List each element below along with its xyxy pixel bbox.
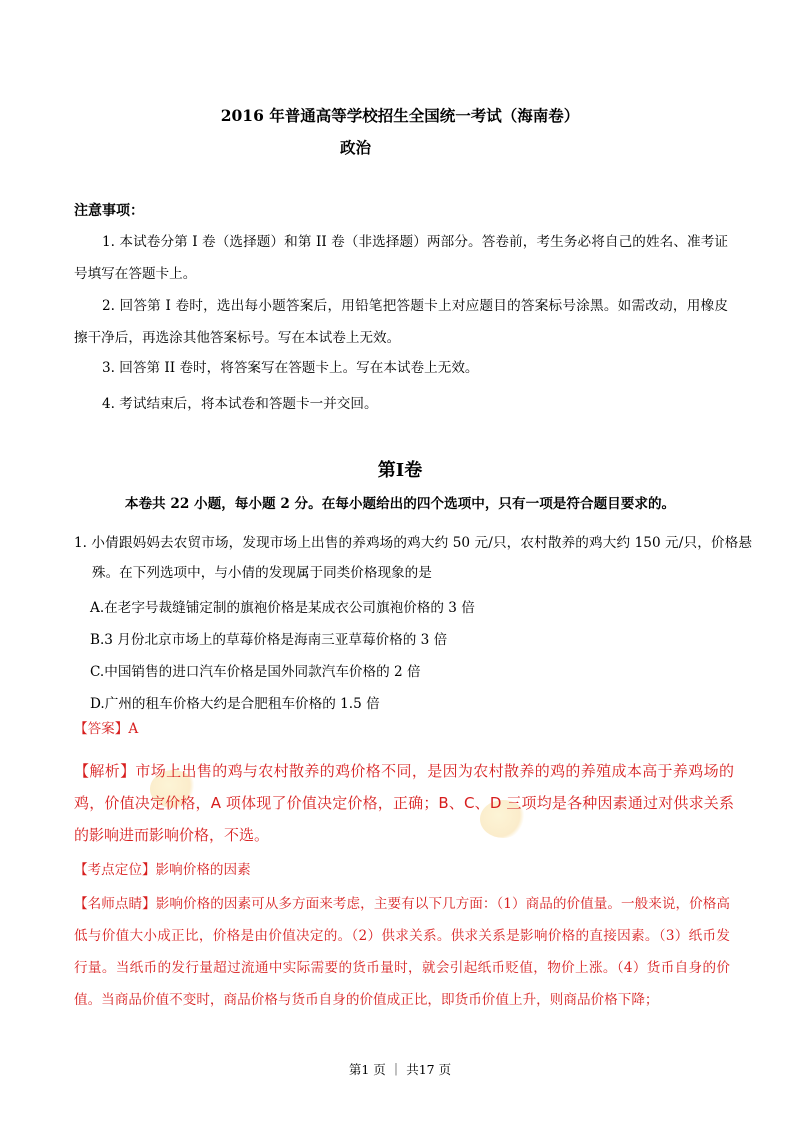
exam-subject: 政治: [340, 138, 372, 157]
section-title: 第Ⅰ卷: [377, 460, 423, 481]
notice-heading: 注意事项：: [74, 203, 144, 219]
answer-label: 【答案】A: [74, 721, 139, 737]
notice-item: 3. 回答第 II 卷时，将答案写在答题卡上。写在本试卷上无效。: [102, 360, 479, 376]
question-stem: 1. 小倩跟妈妈去农贸市场，发现市场上出售的养鸡场的鸡大约 50 元/只，农村散养的鸡大约 150 元/只，价格悬殊。在下列选项中，与小倩的发现属于同类价格现象的是: [74, 535, 752, 581]
option-d: D.广州的租车价格大约是合肥租车价格的 1.5 倍: [90, 696, 380, 712]
notice-item: 4. 考试结束后，将本试卷和答题卡一并交回。: [102, 396, 378, 412]
teacher-note: 【名师点睛】影响价格的因素可从多方面来考虑，主要有以下几方面：（1）商品的价值量。一般来说，价格高低与价值大小成正比，价格是由价值决定的。（2）供求关系。供求关系是影响价格的直接因素。（3）纸币发行量。当纸币的发行量超过流通中实际需要的货币量时，就会引起纸币贬值，物价上涨。（4）货币自身的价值。当商品价值不变时，商品价格与货币自身的价值成正比，即货币价值上升，则商品价格下降；: [74, 896, 730, 1008]
section-note: 本卷共 22 小题，每小题 2 分。在每小题给出的四个选项中，只有一项是符合题目要求的。: [124, 496, 676, 512]
option-b: B.3 月份北京市场上的草莓价格是海南三亚草莓价格的 3 倍: [90, 632, 448, 648]
page-footer: 第1 页 ｜ 共17 页: [348, 1062, 452, 1077]
option-c: C.中国销售的进口汽车价格是国外同款汽车价格的 2 倍: [90, 664, 421, 680]
notice-item: 2. 回答第 I 卷时，选出每小题答案后，用铅笔把答题卡上对应题目的答案标号涂黑。如需改动，用橡皮擦干净后，再选涂其他答案标号。写在本试卷上无效。: [74, 298, 728, 346]
option-a: A.在老字号裁缝铺定制的旗袍价格是某成衣公司旗袍价格的 3 倍: [90, 600, 475, 616]
exam-title: 2016 年普通高等学校招生全国统一考试（海南卷）: [220, 106, 580, 125]
notice-item: 1. 本试卷分第 I 卷（选择题）和第 II 卷（非选择题）两部分。答卷前，考生务必将自己的姓名、准考证号填写在答题卡上。: [74, 234, 728, 282]
analysis-text: 【解析】市场上出售的鸡与农村散养的鸡价格不同，是因为农村散养的鸡的养殖成本高于养鸡场的鸡，价值决定价格，A 项体现了价值决定价格，正确；B、C、D 三项均是各种因素通过对供求关系的影响进而影响价格，不选。: [74, 762, 734, 844]
knowledge-point: 【考点定位】影响价格的因素: [74, 862, 251, 878]
